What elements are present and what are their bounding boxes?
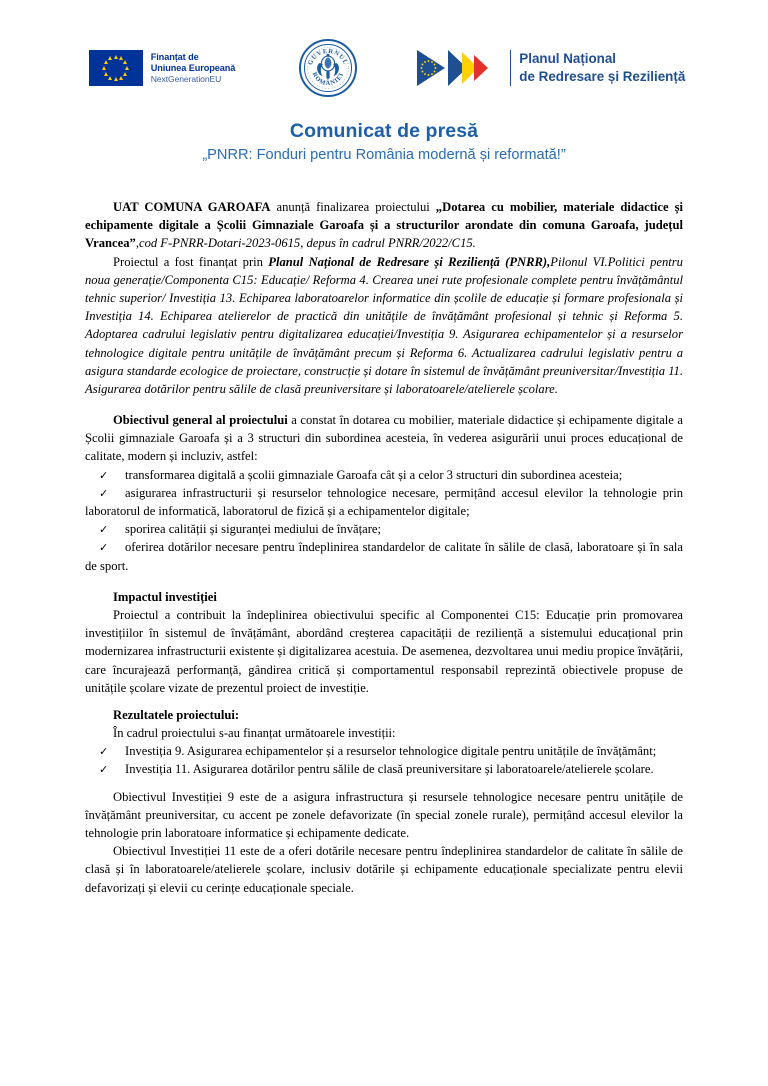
eu-line-1: Finanțat de <box>150 52 199 63</box>
pnrr-pillar-details: Pilonul VI.Politici pentru noua generație/Componenta C15: Educație/ Reforma 4. Crearea unei rute profesionale complete pentru învățământul tehnic superior/ Investiția 13. Echiparea laboratoarelor informatice din școlile de educație și formare profesionala și Investiția 14. Echiparea atelierelor de practică din unitățile de învățământ profesional și tehnic și Reforma 5. Adoptarea cadrului legislativ pentru digitalizarea educației/Investiția 9. Asigurarea echipamentelor și a resurselor tehnologice digitale pentru unitățile de învățământ precum și Reforma 6. Actualizarea cadrului legislativ pentru a asigura standarde ecologice de proiectare, construcție și dotare în sistemul de învățământ preuniversitar/Investiția 11. Asigurarea dotărilor pentru sălile de clasă preuniversitare și laboratoarele/atelierele școlare. <box>85 254 683 396</box>
government-of-romania-seal-icon <box>299 39 357 97</box>
eu-funding-text <box>151 52 236 84</box>
pnrr-logo-text <box>510 50 685 86</box>
pnrr-program-name: Planul Național de Redresare și Reziliență (PNRR), <box>268 254 551 269</box>
list-item-label: asigurarea infrastructurii și resurselor tehnologice necesare, permițând accesul elevilor la tehnologie prin laboratorul de informatică, laboratorul de fizică și a echipamentelor digitale; <box>85 485 683 518</box>
check-icon: ✓ <box>99 523 109 537</box>
eu-star-icon <box>125 66 129 70</box>
eu-star-icon <box>123 72 127 76</box>
list-item <box>85 484 683 520</box>
check-icon: ✓ <box>99 541 109 555</box>
project-title: „Dotarea cu mobilier, materiale didactice și echipamente digitale a Școlii Gimnaziale Garoafa și a structurilor arondate din comuna Garoafa, județul Vrancea” <box>85 200 683 251</box>
svg-text:ROMÂNIEI: ROMÂNIEI <box>310 71 346 88</box>
list-item-label: Investiția 11. Asigurarea dotărilor pentru sălile de clasă preuniversitare și laboratoarele/atelierele școlare. <box>125 762 654 777</box>
list-item-label: oferirea dotărilor necesare pentru îndeplinirea standardelor de calitate în sălile de clasă, laboratoare și în sala de sport. <box>85 540 683 573</box>
eu-star-icon <box>108 76 112 80</box>
paragraph-project-announcement <box>85 198 683 253</box>
project-code: ,cod F-PNRR-Dotari-2023-0615, depus în cadrul PNRR/2022/C15. <box>135 236 476 251</box>
eu-star-icon <box>104 72 108 76</box>
eu-star-icon <box>114 77 118 81</box>
pnrr-line-1: Planul Național <box>519 51 617 67</box>
list-item <box>85 520 683 538</box>
eu-star-icon <box>119 76 123 80</box>
applicant-name: UAT COMUNA GAROAFA <box>113 200 271 214</box>
paragraph-investment-9-objective: Obiectivul Investiției 9 este de a asigura infrastructura și resursele tehnologice necesare pentru unitățile de învățământ preuniversitar, cu accent pe zonele defavorizate (în special zonele rurale), permițând accesul elevilor la tehnologie prin laboratoare informatice și echipamente dedicate. <box>85 789 683 840</box>
paragraph-general-objective <box>85 411 683 466</box>
pnrr-line-2: de Redresare și Reziliență <box>519 69 686 84</box>
paragraph-investment-11-objective: Obiectivul Investiției 11 este de a oferi dotările necesare pentru îndeplinirea standardelor de calitate în sălile de clasă și în laboratoarele/atelierele școlare, inclusiv dotările și echipamente educaționale specializate pentru elevii defavorizați și elevii cu cerințe educaționale speciale. <box>85 844 683 895</box>
p1-text-1: anunță finalizarea proiectului <box>270 200 436 214</box>
eu-star-icon <box>102 66 106 70</box>
check-icon: ✓ <box>99 745 109 759</box>
results-list <box>85 742 683 778</box>
svg-text:GUVERNUL: GUVERNUL <box>307 47 350 67</box>
eu-star-icon <box>123 60 127 64</box>
check-icon: ✓ <box>99 486 109 500</box>
eu-flag-icon <box>89 50 143 86</box>
heading-investment-impact: Impactul investiției <box>113 589 217 604</box>
title-block <box>0 120 768 163</box>
general-objective-label: Obiectivul general al proiectului <box>113 413 288 428</box>
eu-line-2: Uniunea Europeană <box>150 62 236 73</box>
list-item <box>85 742 683 760</box>
list-item <box>85 538 683 574</box>
paragraph-results-intro: În cadrul proiectului s-au finanțat următoarele investiții: <box>113 726 396 741</box>
eu-funding-logo <box>89 50 236 86</box>
list-item <box>85 760 683 778</box>
list-item-label: sporirea calității și siguranței mediului de învățare; <box>125 522 381 537</box>
eu-star-icon <box>108 56 112 60</box>
heading-project-results: Rezultatele proiectului: <box>113 707 240 722</box>
eu-star-icon <box>104 60 108 64</box>
p2-text-1: Proiectul a fost finanțat prin <box>113 254 269 269</box>
list-item-label: transformarea digitală a școlii gimnaziale Garoafa cât și a celor 3 structuri din subordinea acesteia; <box>125 467 623 482</box>
pnrr-logo <box>415 47 685 89</box>
list-item-label: Investiția 9. Asigurarea echipamentelor și a resurselor tehnologice digitale pentru unitățile de învățământ; <box>125 744 657 759</box>
check-icon: ✓ <box>99 763 109 777</box>
eu-line-3: NextGenerationEU <box>150 73 222 84</box>
check-icon: ✓ <box>99 468 109 482</box>
general-objective-text: a constat în dotarea cu mobilier, materiale didactice și echipamente digitale a Școlii gimnaziale Garoafa și a 3 structuri din subordinea acesteia, în vederea asigurării unui proces educațional de calitate, modern și incluziv, astfel: <box>85 413 684 464</box>
paragraph-funding-source <box>85 253 683 399</box>
page-title: Comunicat de presă <box>289 120 479 142</box>
objectives-list <box>85 466 683 575</box>
eu-star-icon <box>114 55 118 59</box>
header-logo-bar <box>0 36 768 100</box>
list-item <box>85 466 683 484</box>
pnrr-arrows-icon <box>415 47 501 89</box>
document-body <box>85 198 683 897</box>
page-subtitle: „PNRR: Fonduri pentru România modernă și reformată!” <box>202 147 566 163</box>
paragraph-investment-impact: Proiectul a contribuit la îndeplinirea obiectivului specific al Componentei C15: Educație prin promovarea investițiilor în sistemul de învățământ, abordând creșterea capacității de reziliență a sistemului educațional prin modernizarea infrastructurii existente și digitalizarea acestuia. De asemenea, dezvoltarea unui mediu propice învățării, care încurajează performanță, gândirea critică și comportamentul responsabil reprezintă obiectivele propuse de unitățile școlare vizate de prezentul proiect de investiție. <box>85 607 683 695</box>
